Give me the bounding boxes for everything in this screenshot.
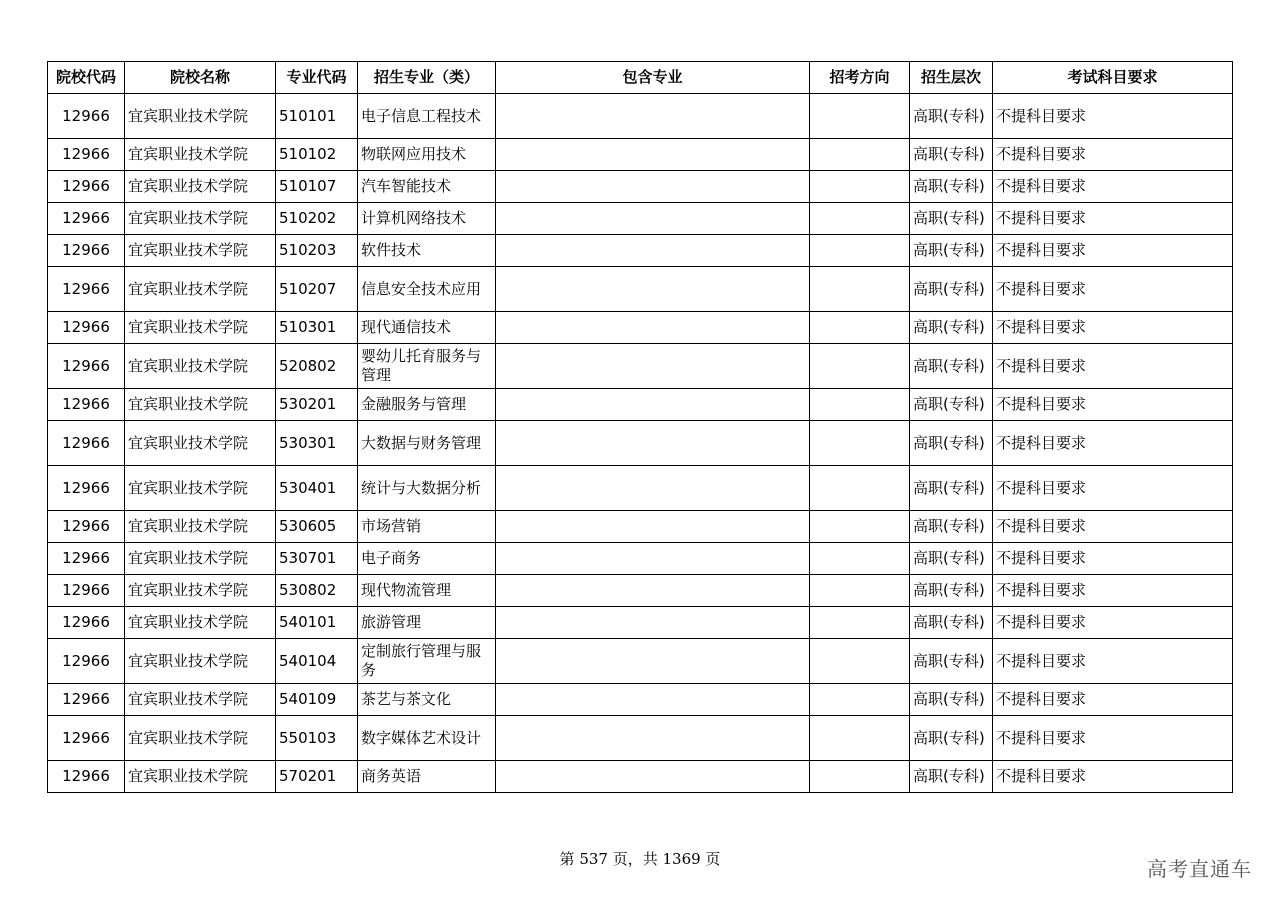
included-majors-cell xyxy=(496,235,810,267)
school-name-cell: 宜宾职业技术学院 xyxy=(125,421,276,466)
direction-cell xyxy=(810,716,910,761)
requirement-cell: 不提科目要求 xyxy=(993,543,1233,575)
requirement-cell: 不提科目要求 xyxy=(993,421,1233,466)
major-code-cell: 530401 xyxy=(276,466,358,511)
table-row xyxy=(48,684,1233,716)
school-code-cell: 12966 xyxy=(48,716,125,761)
major-code-cell: 530802 xyxy=(276,575,358,607)
direction-cell xyxy=(810,94,910,139)
level-cell: 高职(专科) xyxy=(910,466,993,511)
major-cell: 计算机网络技术 xyxy=(358,203,496,235)
requirement-cell: 不提科目要求 xyxy=(993,466,1233,511)
header-school-name: 院校名称 xyxy=(125,62,276,94)
school-name-cell: 宜宾职业技术学院 xyxy=(125,639,276,684)
included-majors-cell xyxy=(496,312,810,344)
school-code-cell: 12966 xyxy=(48,575,125,607)
major-code-cell: 540109 xyxy=(276,684,358,716)
major-cell: 数字媒体艺术设计 xyxy=(358,716,496,761)
requirement-cell: 不提科目要求 xyxy=(993,235,1233,267)
table-row xyxy=(48,543,1233,575)
direction-cell xyxy=(810,235,910,267)
direction-cell xyxy=(810,575,910,607)
school-name-cell: 宜宾职业技术学院 xyxy=(125,139,276,171)
school-code-cell: 12966 xyxy=(48,344,125,389)
included-majors-cell xyxy=(496,684,810,716)
admissions-table xyxy=(47,61,1233,793)
school-name-cell: 宜宾职业技术学院 xyxy=(125,389,276,421)
table-row xyxy=(48,203,1233,235)
school-name-cell: 宜宾职业技术学院 xyxy=(125,267,276,312)
level-cell: 高职(专科) xyxy=(910,389,993,421)
level-cell: 高职(专科) xyxy=(910,511,993,543)
table-row xyxy=(48,235,1233,267)
school-name-cell: 宜宾职业技术学院 xyxy=(125,511,276,543)
major-code-cell: 510203 xyxy=(276,235,358,267)
major-code-cell: 530701 xyxy=(276,543,358,575)
level-cell: 高职(专科) xyxy=(910,421,993,466)
major-code-cell: 530605 xyxy=(276,511,358,543)
school-name-cell: 宜宾职业技术学院 xyxy=(125,716,276,761)
requirement-cell: 不提科目要求 xyxy=(993,511,1233,543)
requirement-cell: 不提科目要求 xyxy=(993,761,1233,793)
school-code-cell: 12966 xyxy=(48,543,125,575)
level-cell: 高职(专科) xyxy=(910,94,993,139)
school-name-cell: 宜宾职业技术学院 xyxy=(125,203,276,235)
school-code-cell: 12966 xyxy=(48,511,125,543)
requirement-cell: 不提科目要求 xyxy=(993,312,1233,344)
school-code-cell: 12966 xyxy=(48,607,125,639)
included-majors-cell xyxy=(496,421,810,466)
major-cell: 定制旅行管理与服务 xyxy=(358,639,496,684)
school-name-cell: 宜宾职业技术学院 xyxy=(125,235,276,267)
major-code-cell: 510107 xyxy=(276,171,358,203)
header-row xyxy=(48,62,1233,94)
table-row xyxy=(48,389,1233,421)
requirement-cell: 不提科目要求 xyxy=(993,171,1233,203)
requirement-cell: 不提科目要求 xyxy=(993,267,1233,312)
major-cell: 现代通信技术 xyxy=(358,312,496,344)
included-majors-cell xyxy=(496,639,810,684)
level-cell: 高职(专科) xyxy=(910,639,993,684)
direction-cell xyxy=(810,312,910,344)
table-row xyxy=(48,575,1233,607)
school-name-cell: 宜宾职业技术学院 xyxy=(125,761,276,793)
table-row xyxy=(48,761,1233,793)
direction-cell xyxy=(810,511,910,543)
header-requirement: 考试科目要求 xyxy=(993,62,1233,94)
direction-cell xyxy=(810,267,910,312)
table-row xyxy=(48,344,1233,389)
school-code-cell: 12966 xyxy=(48,139,125,171)
watermark: 高考直通车 xyxy=(1147,857,1252,881)
major-code-cell: 510207 xyxy=(276,267,358,312)
included-majors-cell xyxy=(496,466,810,511)
level-cell: 高职(专科) xyxy=(910,716,993,761)
level-cell: 高职(专科) xyxy=(910,684,993,716)
direction-cell xyxy=(810,684,910,716)
major-cell: 市场营销 xyxy=(358,511,496,543)
table-row xyxy=(48,139,1233,171)
level-cell: 高职(专科) xyxy=(910,203,993,235)
table-row xyxy=(48,716,1233,761)
level-cell: 高职(专科) xyxy=(910,139,993,171)
requirement-cell: 不提科目要求 xyxy=(993,344,1233,389)
major-code-cell: 510202 xyxy=(276,203,358,235)
requirement-cell: 不提科目要求 xyxy=(993,575,1233,607)
direction-cell xyxy=(810,203,910,235)
major-cell: 婴幼儿托育服务与管理 xyxy=(358,344,496,389)
included-majors-cell xyxy=(496,94,810,139)
major-cell: 信息安全技术应用 xyxy=(358,267,496,312)
level-cell: 高职(专科) xyxy=(910,575,993,607)
direction-cell xyxy=(810,466,910,511)
major-code-cell: 520802 xyxy=(276,344,358,389)
header-direction: 招考方向 xyxy=(810,62,910,94)
direction-cell xyxy=(810,421,910,466)
requirement-cell: 不提科目要求 xyxy=(993,607,1233,639)
header-major: 招生专业（类） xyxy=(358,62,496,94)
included-majors-cell xyxy=(496,511,810,543)
requirement-cell: 不提科目要求 xyxy=(993,639,1233,684)
level-cell: 高职(专科) xyxy=(910,312,993,344)
included-majors-cell xyxy=(496,389,810,421)
major-code-cell: 510101 xyxy=(276,94,358,139)
school-code-cell: 12966 xyxy=(48,421,125,466)
table-row xyxy=(48,511,1233,543)
school-name-cell: 宜宾职业技术学院 xyxy=(125,543,276,575)
major-code-cell: 540101 xyxy=(276,607,358,639)
table-row xyxy=(48,607,1233,639)
direction-cell xyxy=(810,171,910,203)
table-header xyxy=(48,62,1233,94)
included-majors-cell xyxy=(496,761,810,793)
school-name-cell: 宜宾职业技术学院 xyxy=(125,466,276,511)
major-cell: 现代物流管理 xyxy=(358,575,496,607)
level-cell: 高职(专科) xyxy=(910,761,993,793)
major-cell: 统计与大数据分析 xyxy=(358,466,496,511)
major-code-cell: 530201 xyxy=(276,389,358,421)
school-code-cell: 12966 xyxy=(48,171,125,203)
direction-cell xyxy=(810,139,910,171)
school-name-cell: 宜宾职业技术学院 xyxy=(125,312,276,344)
school-name-cell: 宜宾职业技术学院 xyxy=(125,684,276,716)
major-code-cell: 510102 xyxy=(276,139,358,171)
school-name-cell: 宜宾职业技术学院 xyxy=(125,344,276,389)
included-majors-cell xyxy=(496,171,810,203)
header-major-code: 专业代码 xyxy=(276,62,358,94)
requirement-cell: 不提科目要求 xyxy=(993,139,1233,171)
major-cell: 大数据与财务管理 xyxy=(358,421,496,466)
table-row xyxy=(48,421,1233,466)
header-school-code: 院校代码 xyxy=(48,62,125,94)
direction-cell xyxy=(810,543,910,575)
table-row xyxy=(48,171,1233,203)
school-code-cell: 12966 xyxy=(48,639,125,684)
table-row xyxy=(48,639,1233,684)
level-cell: 高职(专科) xyxy=(910,344,993,389)
major-code-cell: 540104 xyxy=(276,639,358,684)
major-code-cell: 550103 xyxy=(276,716,358,761)
major-cell: 金融服务与管理 xyxy=(358,389,496,421)
direction-cell xyxy=(810,344,910,389)
school-code-cell: 12966 xyxy=(48,267,125,312)
school-code-cell: 12966 xyxy=(48,312,125,344)
requirement-cell: 不提科目要求 xyxy=(993,389,1233,421)
included-majors-cell xyxy=(496,344,810,389)
major-code-cell: 510301 xyxy=(276,312,358,344)
included-majors-cell xyxy=(496,543,810,575)
requirement-cell: 不提科目要求 xyxy=(993,94,1233,139)
school-code-cell: 12966 xyxy=(48,94,125,139)
major-cell: 软件技术 xyxy=(358,235,496,267)
school-name-cell: 宜宾职业技术学院 xyxy=(125,94,276,139)
level-cell: 高职(专科) xyxy=(910,171,993,203)
direction-cell xyxy=(810,761,910,793)
page-number: 第 537 页，共 1369 页 xyxy=(559,850,721,868)
header-included-majors: 包含专业 xyxy=(496,62,810,94)
school-code-cell: 12966 xyxy=(48,684,125,716)
table-row xyxy=(48,267,1233,312)
school-name-cell: 宜宾职业技术学院 xyxy=(125,575,276,607)
included-majors-cell xyxy=(496,575,810,607)
level-cell: 高职(专科) xyxy=(910,543,993,575)
level-cell: 高职(专科) xyxy=(910,267,993,312)
header-level: 招生层次 xyxy=(910,62,993,94)
direction-cell xyxy=(810,389,910,421)
direction-cell xyxy=(810,639,910,684)
major-cell: 旅游管理 xyxy=(358,607,496,639)
major-cell: 茶艺与茶文化 xyxy=(358,684,496,716)
requirement-cell: 不提科目要求 xyxy=(993,716,1233,761)
requirement-cell: 不提科目要求 xyxy=(993,684,1233,716)
included-majors-cell xyxy=(496,267,810,312)
school-code-cell: 12966 xyxy=(48,761,125,793)
school-name-cell: 宜宾职业技术学院 xyxy=(125,171,276,203)
school-code-cell: 12966 xyxy=(48,466,125,511)
school-code-cell: 12966 xyxy=(48,203,125,235)
major-cell: 电子商务 xyxy=(358,543,496,575)
included-majors-cell xyxy=(496,716,810,761)
school-name-cell: 宜宾职业技术学院 xyxy=(125,607,276,639)
table-body xyxy=(48,94,1233,793)
included-majors-cell xyxy=(496,607,810,639)
major-cell: 物联网应用技术 xyxy=(358,139,496,171)
level-cell: 高职(专科) xyxy=(910,235,993,267)
table-row xyxy=(48,466,1233,511)
level-cell: 高职(专科) xyxy=(910,607,993,639)
major-cell: 电子信息工程技术 xyxy=(358,94,496,139)
major-code-cell: 530301 xyxy=(276,421,358,466)
included-majors-cell xyxy=(496,203,810,235)
table-row xyxy=(48,94,1233,139)
major-code-cell: 570201 xyxy=(276,761,358,793)
school-code-cell: 12966 xyxy=(48,389,125,421)
included-majors-cell xyxy=(496,139,810,171)
major-cell: 商务英语 xyxy=(358,761,496,793)
table-row xyxy=(48,312,1233,344)
requirement-cell: 不提科目要求 xyxy=(993,203,1233,235)
direction-cell xyxy=(810,607,910,639)
major-cell: 汽车智能技术 xyxy=(358,171,496,203)
school-code-cell: 12966 xyxy=(48,235,125,267)
